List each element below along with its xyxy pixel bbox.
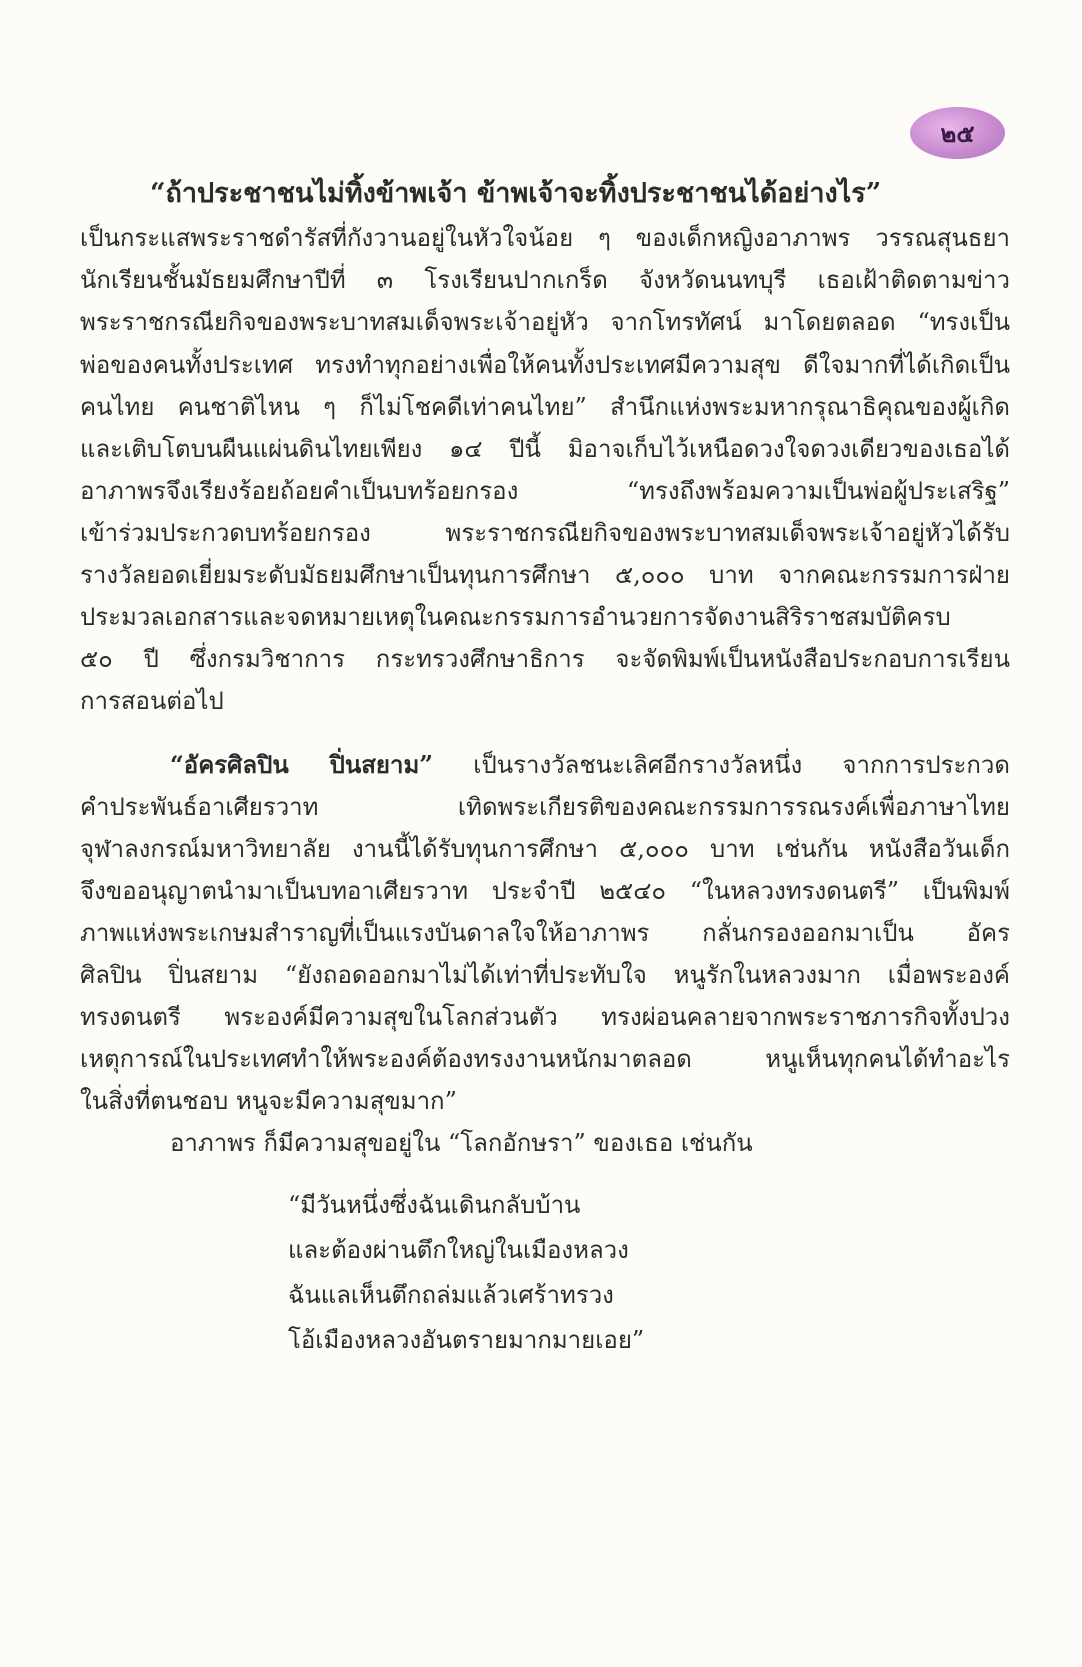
paragraph2-first-line	[170, 745, 1010, 785]
paragraph2-line: ภาพแห่งพระเกษมสำราญที่เป็นแรงบันดาลใจให้อาภาพร กลั่นกรองออกมาเป็น อัคร	[80, 919, 1010, 947]
paragraph3-line: อาภาพร ก็มีความสุขอยู่ใน “โลกอักษรา” ของเธอ เช่นกัน	[170, 1129, 753, 1157]
paragraph1-line: อาภาพรจึงเรียงร้อยถ้อยคำเป็นบทร้อยกรอง “ทรงถึงพร้อมความเป็นพ่อผู้ประเสริฐ”	[80, 477, 1010, 505]
poem-line: ฉันแลเห็นตึกถล่มแล้วเศร้าทรวง	[288, 1281, 614, 1309]
paragraph2-line: ในสิ่งที่ตนชอบ หนูจะมีความสุขมาก”	[80, 1087, 457, 1115]
paragraph1-line: คนไทย คนชาติไหน ๆ ก็ไม่โชคดีเท่าคนไทย” สำนึกแห่งพระมหากรุณาธิคุณของผู้เกิด	[80, 393, 1010, 421]
paragraph2-line: จุฬาลงกรณ์มหาวิทยาลัย งานนี้ได้รับทุนการศึกษา ๕,๐๐๐ บาท เช่นกัน หนังสือวันเด็ก	[80, 835, 1011, 863]
paragraph2-line: เหตุการณ์ในประเทศทำให้พระองค์ต้องทรงงานหนักมาตลอด หนูเห็นทุกคนได้ทำอะไร	[80, 1045, 1010, 1073]
poem-line: “มีวันหนึ่งซึ่งฉันเดินกลับบ้าน	[288, 1191, 581, 1219]
paragraph2-line: ศิลปิน ปิ่นสยาม “ยังถอดออกมาไม่ได้เท่าที่ประทับใจ หนูรักในหลวงมาก เมื่อพระองค์	[80, 961, 1010, 989]
paragraph1-line: พระราชกรณียกิจของพระบาทสมเด็จพระเจ้าอยู่หัว จากโทรทัศน์ มาโดยตลอด “ทรงเป็น	[80, 308, 1010, 336]
paragraph1-line: รางวัลยอดเยี่ยมระดับมัธยมศึกษาเป็นทุนการศึกษา ๕,๐๐๐ บาท จากคณะกรรมการฝ่าย	[80, 561, 1010, 589]
paragraph1-line: ๕๐ ปี ซึ่งกรมวิชาการ กระทรวงศึกษาธิการ จะจัดพิมพ์เป็นหนังสือประกอบการเรียน	[80, 645, 1010, 673]
award-title: “อัครศิลปิน ปิ่นสยาม”	[170, 750, 434, 779]
paragraph1-line: นักเรียนชั้นมัธยมศึกษาปีที่ ๓ โรงเรียนปากเกร็ด จังหวัดนนทบุรี เธอเฝ้าติดตามข่าว	[80, 266, 1010, 294]
paragraph1-line: ประมวลเอกสารและจดหมายเหตุในคณะกรรมการอำนวยการจัดงานสิริราชสมบัติครบ	[80, 603, 951, 631]
page-heading: “ถ้าประชาชนไม่ทิ้งข้าพเจ้า ข้าพเจ้าจะทิ้งประชาชนได้อย่างไร”	[150, 178, 882, 209]
poem-line: โอ้เมืองหลวงอันตรายมากมายเอย”	[288, 1326, 645, 1354]
paragraph2-first-rest: เป็นรางวัลชนะเลิศอีกรางวัลหนึ่ง จากการประกวด	[433, 751, 1010, 779]
paragraph2-line: คำประพันธ์อาเศียรวาท เทิดพระเกียรติของคณะกรรมการรณรงค์เพื่อภาษาไทย	[80, 793, 1010, 821]
paragraph1-line: เป็นกระแสพระราชดำรัสที่กังวานอยู่ในหัวใจน้อย ๆ ของเด็กหญิงอาภาพร วรรณสุนธยา	[80, 224, 1010, 252]
paragraph1-line: การสอนต่อไป	[80, 687, 224, 715]
paragraph1-line: เข้าร่วมประกวดบทร้อยกรอง พระราชกรณียกิจของพระบาทสมเด็จพระเจ้าอยู่หัวได้รับ	[80, 519, 1010, 547]
paragraph1-line: และเติบโตบนผืนแผ่นดินไทยเพียง ๑๔ ปีนี้ มิอาจเก็บไว้เหนือดวงใจดวงเดียวของเธอได้	[80, 435, 1010, 463]
paragraph2-line: ทรงดนตรี พระองค์มีความสุขในโลกส่วนตัว ทรงผ่อนคลายจากพระราชภารกิจทั้งปวง	[80, 1003, 1010, 1031]
paragraph1-line: พ่อของคนทั้งประเทศ ทรงทำทุกอย่างเพื่อให้คนทั้งประเทศมีความสุข ดีใจมากที่ได้เกิดเป็น	[80, 351, 1010, 379]
paragraph2-line: จึงขออนุญาตนำมาเป็นบทอาเศียรวาท ประจำปี ๒๕๔๐ “ในหลวงทรงดนตรี” เป็นพิมพ์	[80, 877, 1010, 905]
page-number-badge: ๒๕	[910, 107, 1005, 159]
poem-line: และต้องผ่านตึกใหญ่ในเมืองหลวง	[288, 1236, 629, 1264]
